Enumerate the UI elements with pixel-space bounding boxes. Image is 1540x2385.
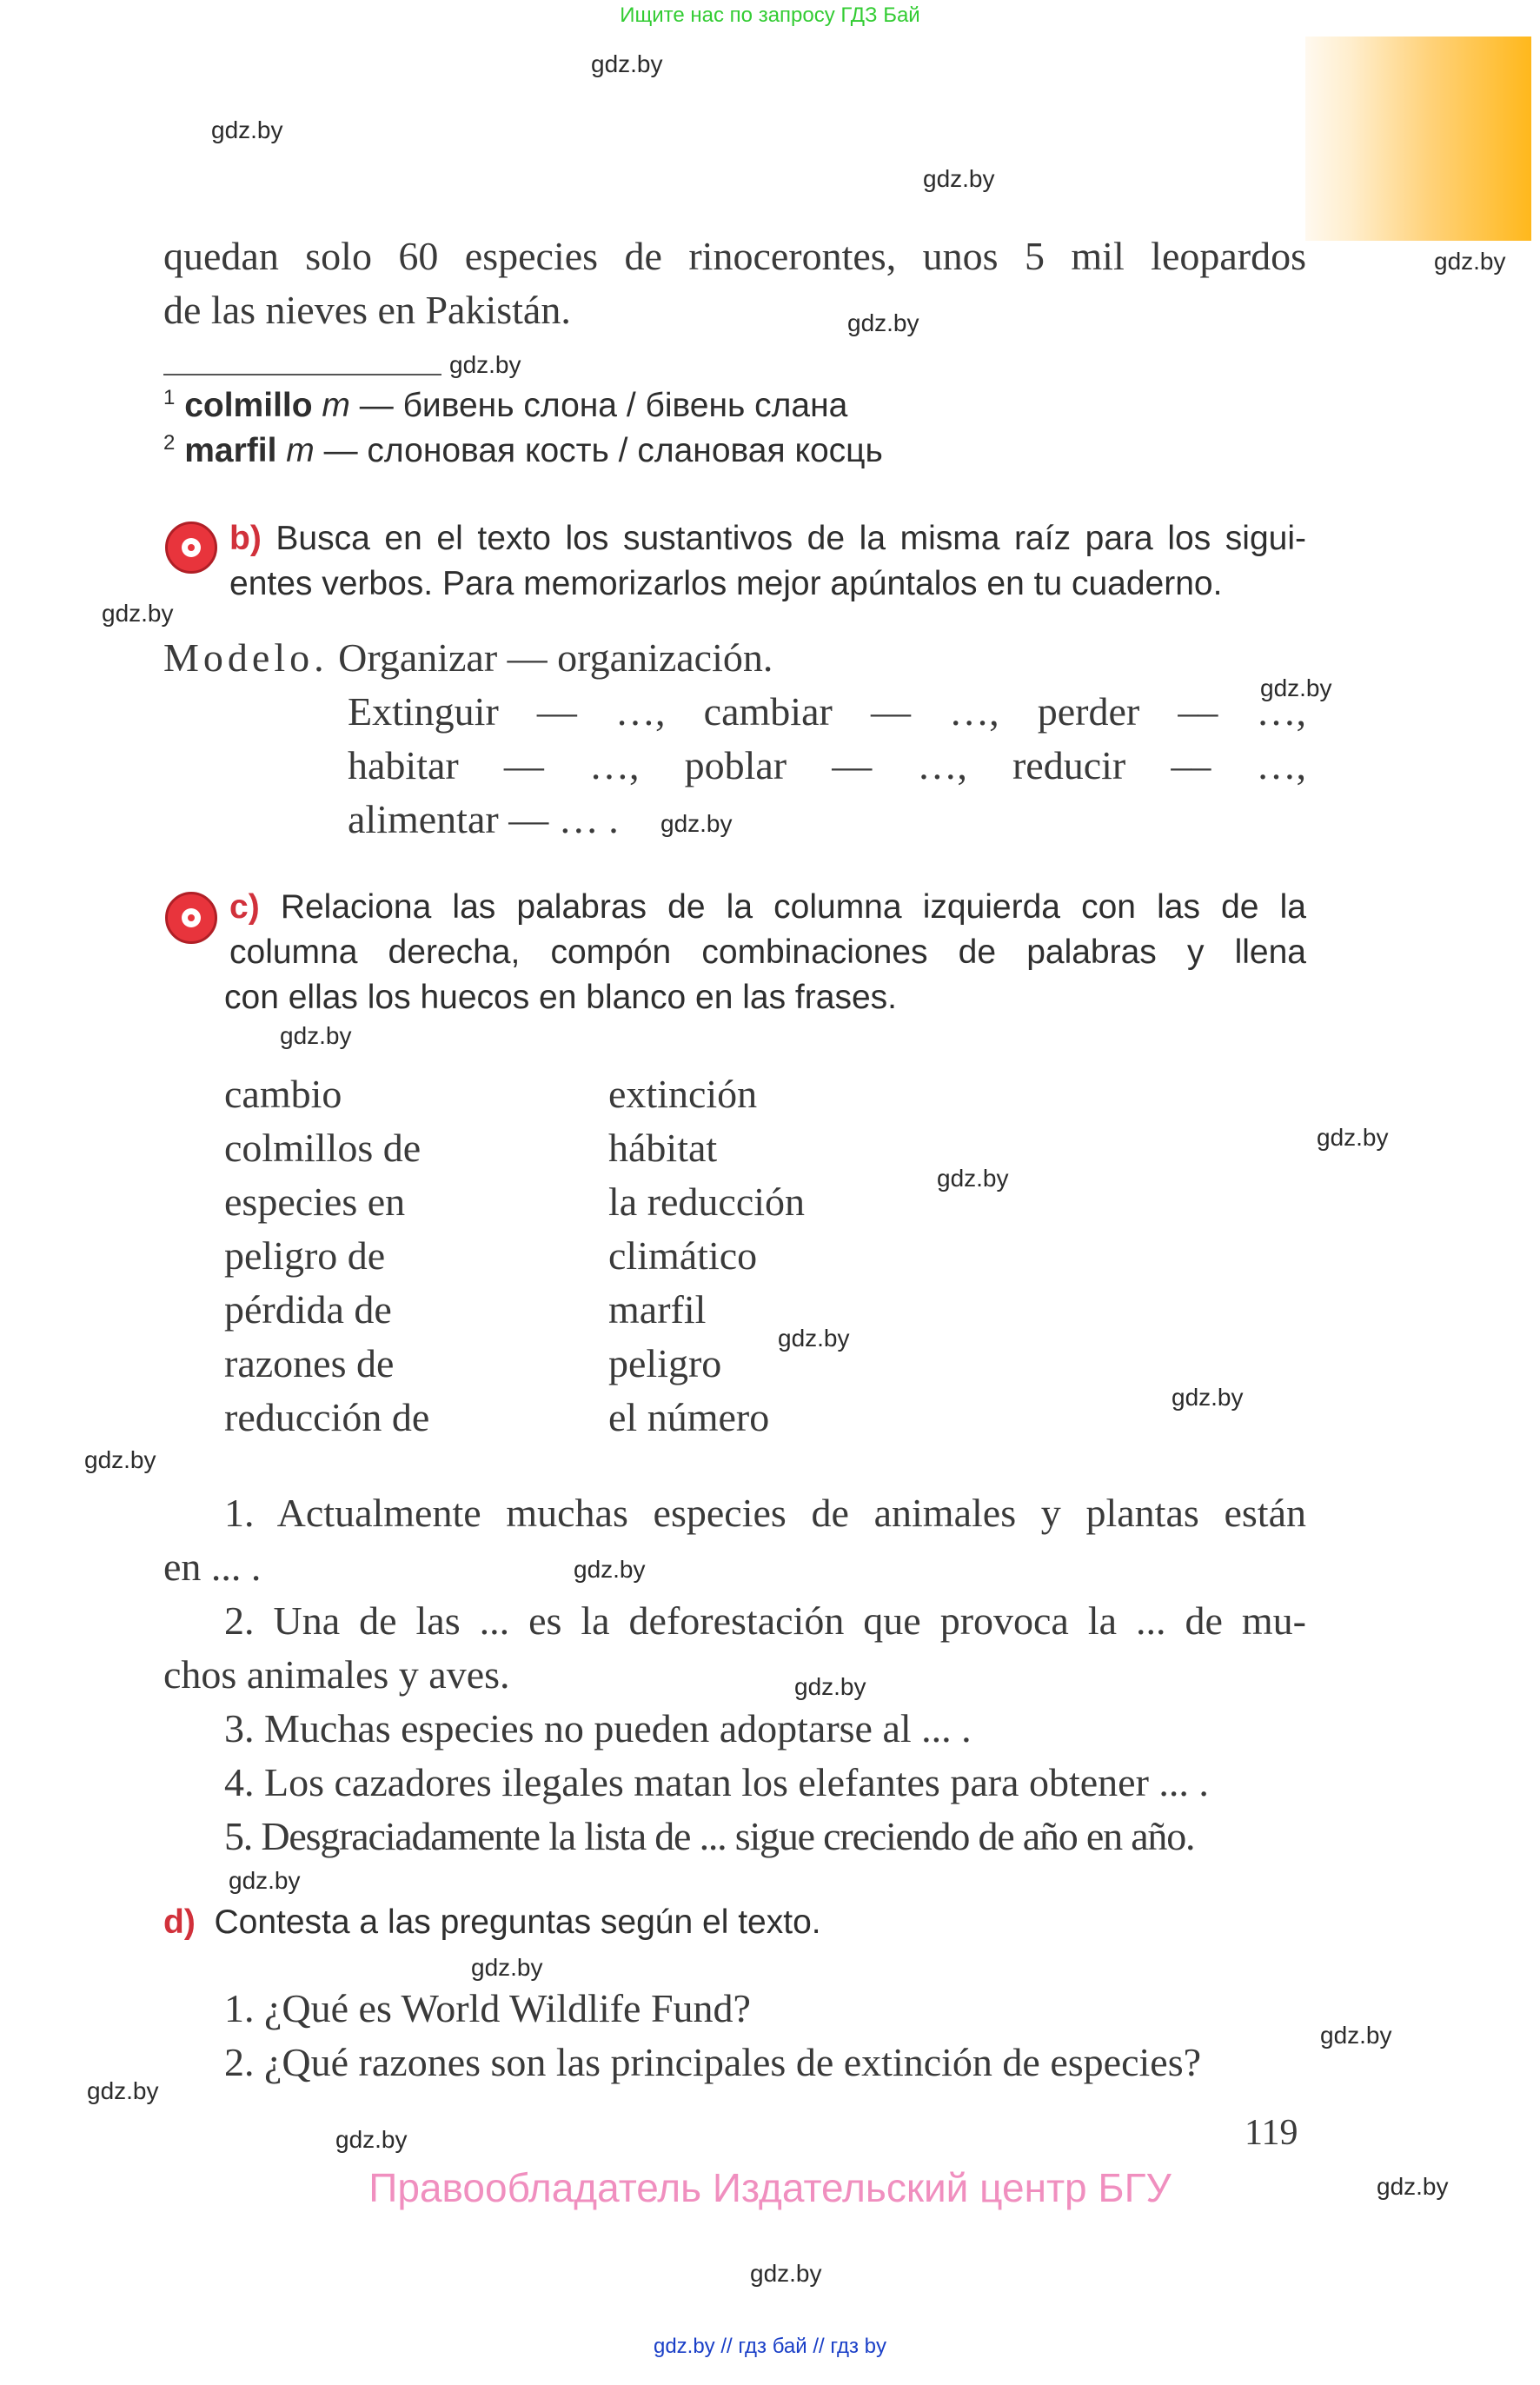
watermark: gdz.by (84, 1446, 156, 1473)
watermark: gdz.by (471, 1954, 543, 1981)
sentence: chos animales y aves. (163, 1652, 510, 1697)
watermark: gdz.by (750, 2260, 822, 2287)
watermark: gdz.by (847, 309, 919, 336)
watermark: gdz.by (335, 2126, 408, 2153)
task-b-items-1: Extinguir — …, cambiar — …, perder –– …, (348, 689, 1306, 734)
copyright: Правообладатель Издательский центр БГУ (368, 2165, 1172, 2210)
sentence: 4. Los cazadores ilegales matan los elefantes para obtener ... . (224, 1760, 1209, 1804)
watermark: gdz.by (778, 1325, 850, 1352)
right-word: el número (608, 1395, 770, 1439)
right-word: peligro (608, 1341, 722, 1385)
right-word: extinción (608, 1072, 758, 1116)
question: 2. ¿Qué razones son las principales de extinción de especies? (224, 2040, 1202, 2084)
watermark: gdz.by (574, 1556, 646, 1583)
right-word-column (608, 1067, 805, 1445)
task-b-line-1: b) Busca en el texto los sustantivos de la misma raíz para los sigui- (229, 520, 1306, 557)
watermark: gdz.by (1317, 1124, 1389, 1151)
footnote-2: $^2$ marfil m — слоновая кость / слановая косць (163, 431, 883, 469)
watermark: gdz.by (660, 810, 733, 837)
watermark: gdz.by (1172, 1384, 1244, 1411)
intro-line: quedan solo 60 especies de rinocerontes, unos 5 mil leopardos (163, 234, 1306, 278)
corner-decoration (1305, 37, 1531, 241)
top-banner: Ищите нас по запросу ГДЗ Бай (620, 3, 920, 27)
watermark: gdz.by (1320, 2022, 1392, 2049)
page-number: 119 (1245, 2113, 1298, 2153)
footer-links[interactable]: gdz.by // гдз бай // гдз by (653, 2335, 887, 2358)
left-word: cambio (224, 1072, 342, 1116)
task-d-line: d) Contesta a las preguntas según el texto. (163, 1903, 821, 1941)
task-b-items-3: alimentar — … . (348, 797, 619, 841)
watermark: gdz.by (229, 1867, 301, 1894)
sentence: 3. Muchas especies no pueden adoptarse al ... . (224, 1706, 972, 1751)
left-word: peligro de (224, 1233, 386, 1278)
intro-line: de las nieves en Pakistán. (163, 288, 571, 332)
disc-audio-icon (165, 522, 217, 574)
task-c-line-2: columna derecha, compón combinaciones de palabras y llena (229, 933, 1306, 971)
left-word-column (224, 1067, 429, 1445)
task-b-items-2: habitar — …, poblar — …, reducir –– …, (348, 743, 1306, 787)
watermark: gdz.by (794, 1673, 866, 1700)
watermark: gdz.by (937, 1165, 1009, 1192)
footnote-rule (163, 374, 441, 375)
left-word: colmillos de (224, 1126, 422, 1170)
left-word: razones de (224, 1341, 395, 1385)
right-word: la reducción (608, 1179, 806, 1224)
left-word: pérdida de (224, 1287, 392, 1332)
right-word: hábitat (608, 1126, 718, 1170)
disc-audio-icon (165, 892, 217, 944)
watermark: gdz.by (1260, 674, 1332, 701)
right-word: climático (608, 1233, 758, 1278)
watermark: gdz.by (87, 2077, 159, 2104)
right-word: marfil (608, 1287, 707, 1332)
watermark: gdz.by (1434, 248, 1506, 275)
watermark: gdz.by (280, 1022, 352, 1049)
watermark: gdz.by (449, 351, 521, 378)
sentence: 5. Desgraciadamente la lista de ... sigue creciendo de año en año. (224, 1814, 1195, 1858)
left-word: reducción de (224, 1395, 430, 1439)
watermark: gdz.by (1377, 2173, 1449, 2200)
sentence: 2. Una de las ... es la deforestación que provoca la ... de mu- (224, 1598, 1306, 1643)
task-b-model: Modelo. Organizar — organización. (163, 635, 773, 680)
watermark: gdz.by (591, 50, 663, 77)
question: 1. ¿Qué es World Wildlife Fund? (224, 1986, 751, 2030)
sentence: 1. Actualmente muchas especies de animales y plantas están (224, 1491, 1306, 1535)
task-c-line-3: con ellas los huecos en blanco en las frases. (224, 979, 897, 1016)
watermark: gdz.by (923, 165, 995, 192)
task-c-line-1: c) Relaciona las palabras de la columna izquierda con las de la (229, 888, 1306, 926)
watermark: gdz.by (211, 116, 283, 143)
sentence: en ... . (163, 1545, 262, 1589)
task-b-line-2: entes verbos. Para memorizarlos mejor apúntalos en tu cuaderno. (229, 565, 1223, 602)
watermark: gdz.by (102, 600, 174, 627)
left-word: especies en (224, 1179, 406, 1224)
footnote-1: $^1$ colmillo m — бивень слона / бівень слана (163, 386, 848, 424)
